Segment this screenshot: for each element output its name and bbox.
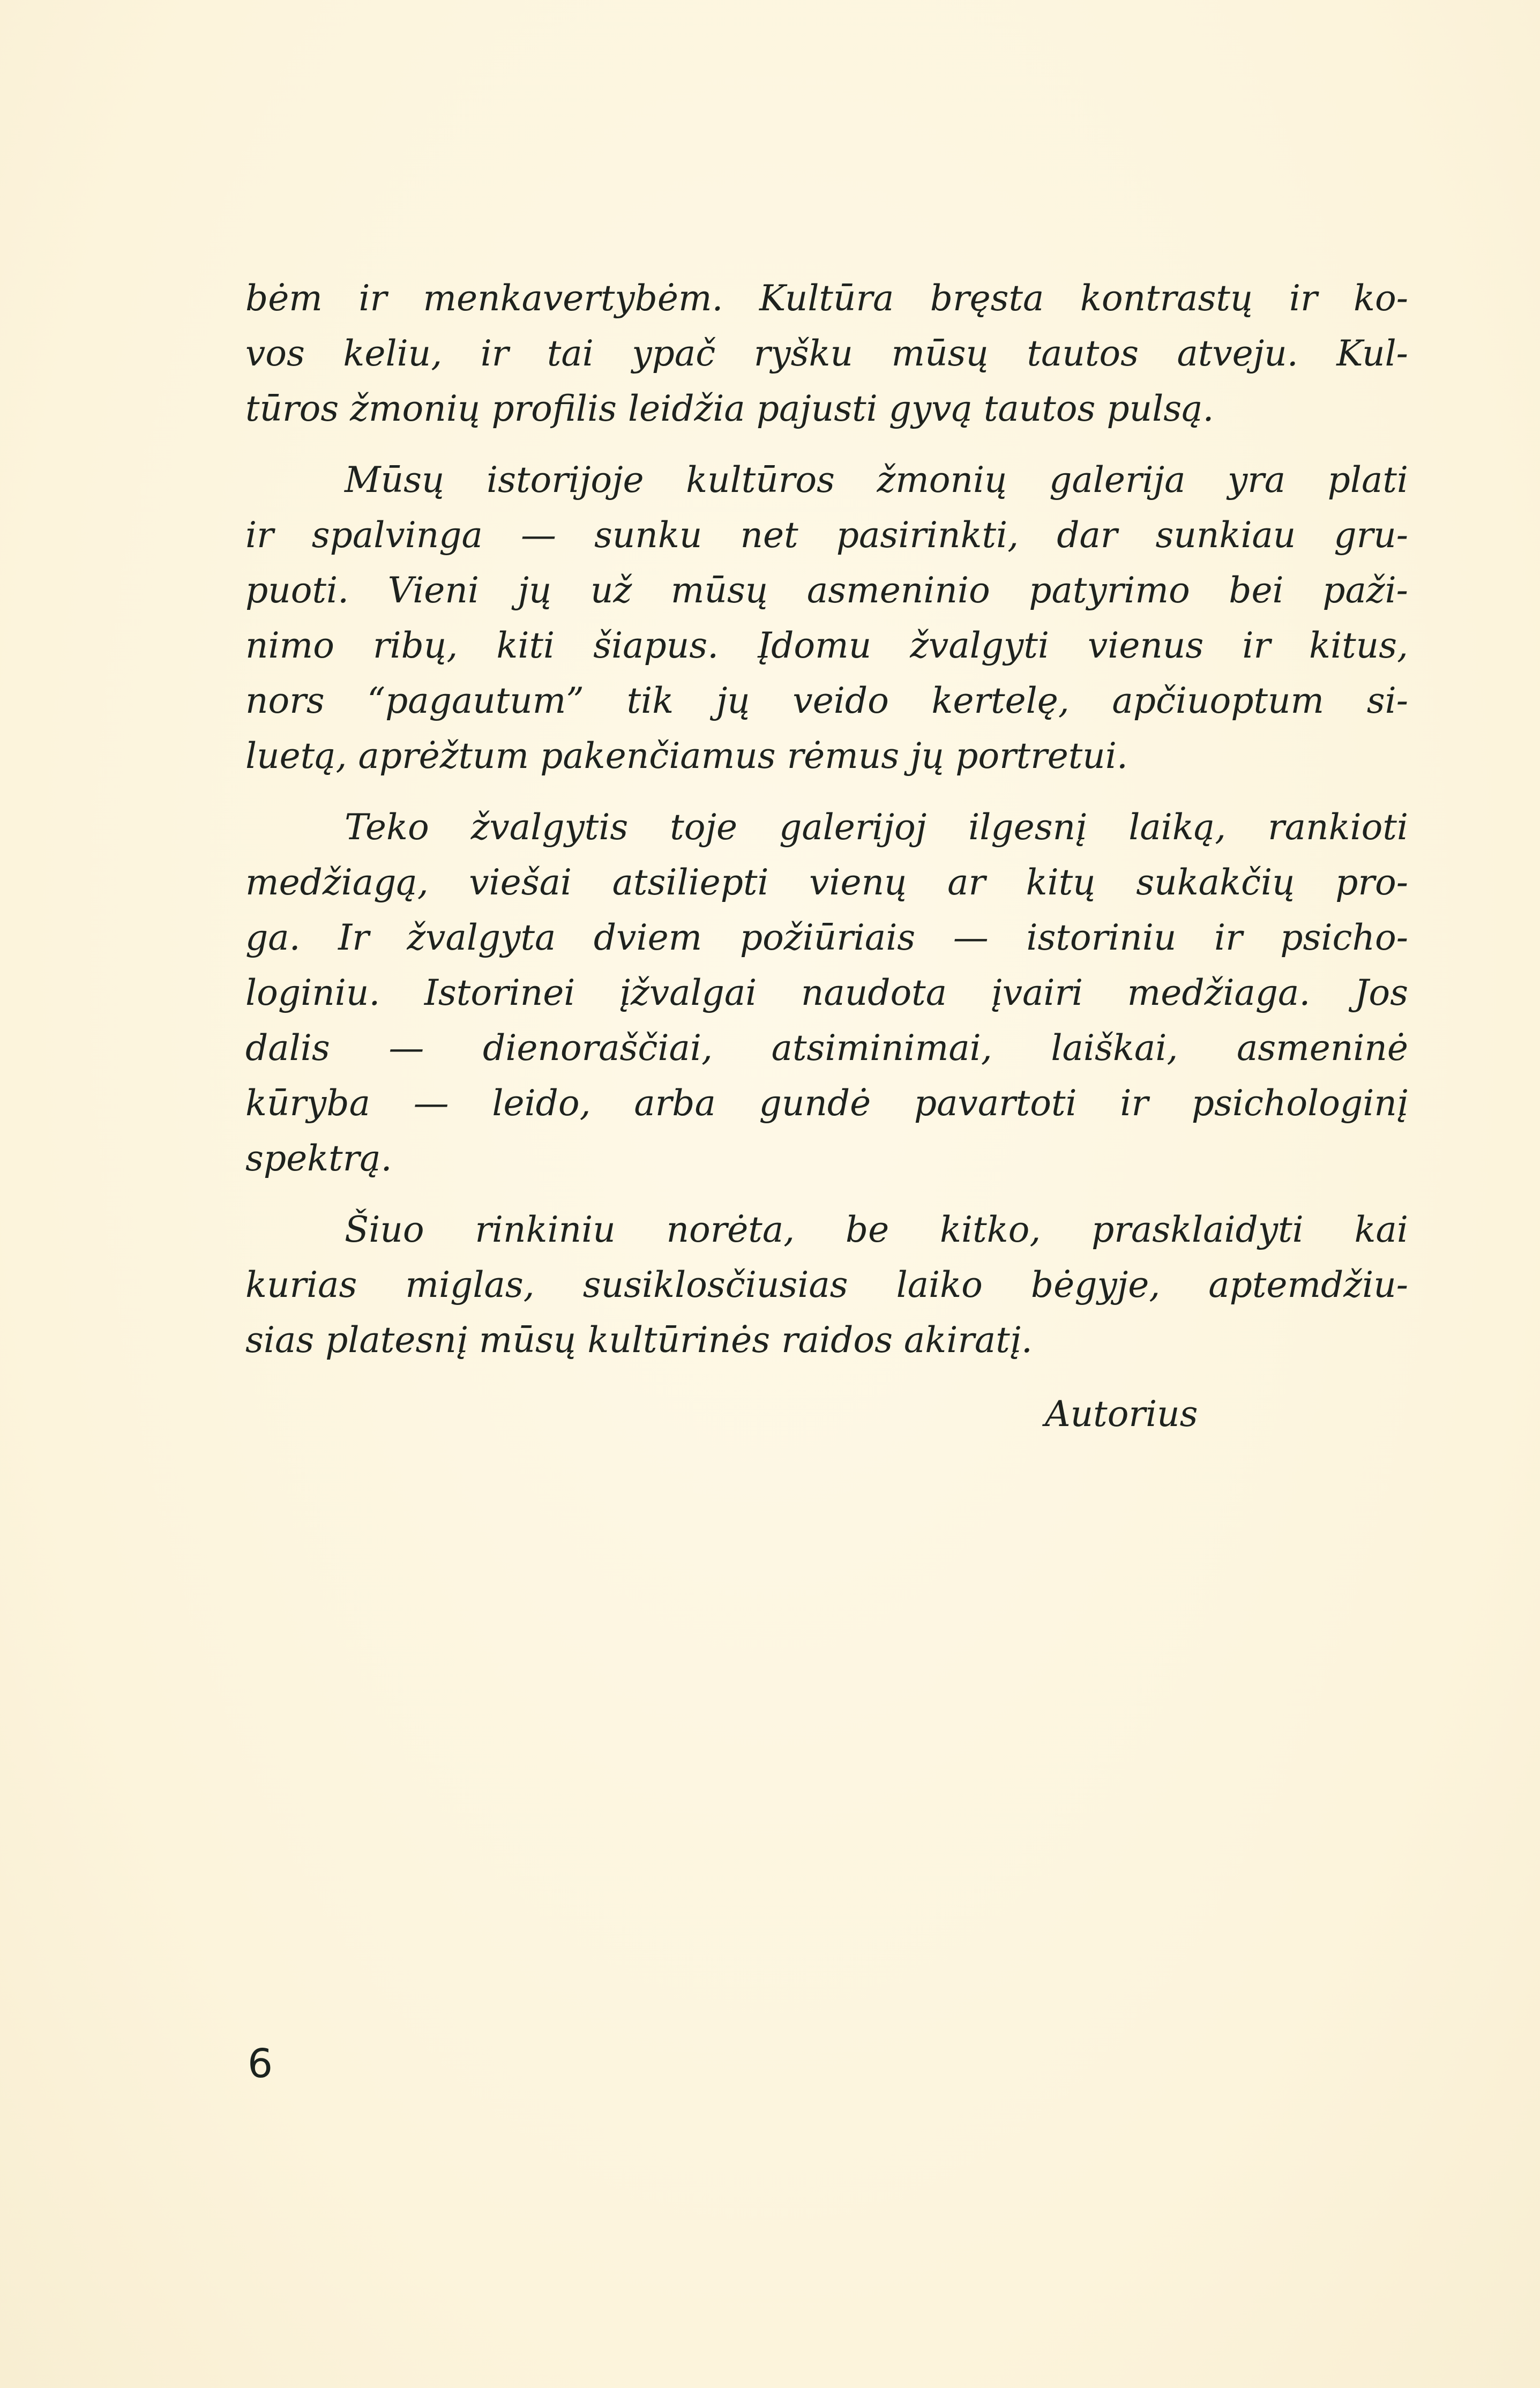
text-line: luetą, aprėžtum pakenčiamus rėmus jų portretui.	[245, 735, 1128, 777]
text-line: medžiagą, viešai atsiliepti vienų ar kitų sukakčių pro-	[245, 862, 1408, 903]
paragraph	[245, 800, 1408, 1186]
text-line: nors “pagautum” tik jų veido kertelę, apčiuoptum si-	[245, 680, 1408, 721]
text-line: ga. Ir žvalgyta dviem požiūriais — istoriniu ir psicho-	[245, 917, 1408, 958]
text-line: tūros žmonių profilis leidžia pajusti gyvą tautos pulsą.	[245, 388, 1214, 429]
text-line: kūryba — leido, arba gundė pavartoti ir psichologinį	[245, 1083, 1408, 1124]
text-line: kurias miglas, susiklosčiusias laiko bėgyje, aptemdžiu-	[245, 1264, 1408, 1305]
text-line: dalis — dienoraščiai, atsiminimai, laiškai, asmeninė	[245, 1027, 1408, 1069]
paragraph	[245, 1202, 1408, 1368]
paragraph	[245, 271, 1408, 436]
paragraph	[245, 452, 1408, 783]
text-line: sias platesnį mūsų kultūrinės raidos akiratį.	[245, 1319, 1033, 1361]
text-line: puoti. Vieni jų už mūsų asmeninio patyrimo bei paži-	[245, 570, 1408, 611]
page-number: 6	[248, 2041, 273, 2087]
text-line: vos keliu, ir tai ypač ryšku mūsų tautos atveju. Kul-	[245, 333, 1408, 374]
text-line: Mūsų istorijoje kultūros žmonių galerija yra plati	[345, 459, 1408, 501]
author-signature: Autorius	[1045, 1393, 1198, 1435]
text-line: bėm ir menkavertybėm. Kultūra bręsta kontrastų ir ko-	[245, 278, 1408, 319]
text-line: spektrą.	[245, 1138, 392, 1179]
text-line: nimo ribų, kiti šiapus. Įdomu žvalgyti vienus ir kitus,	[245, 625, 1408, 666]
text-line: loginiu. Istorinei įžvalgai naudota įvairi medžiaga. Jos	[245, 972, 1408, 1013]
text-line: Šiuo rinkiniu norėta, be kitko, prasklaidyti kai	[345, 1209, 1408, 1250]
text-line: Teko žvalgytis toje galerijoj ilgesnį laiką, rankioti	[345, 807, 1408, 848]
text-line: ir spalvinga — sunku net pasirinkti, dar sunkiau gru-	[245, 514, 1408, 556]
preface-text	[245, 271, 1408, 1368]
